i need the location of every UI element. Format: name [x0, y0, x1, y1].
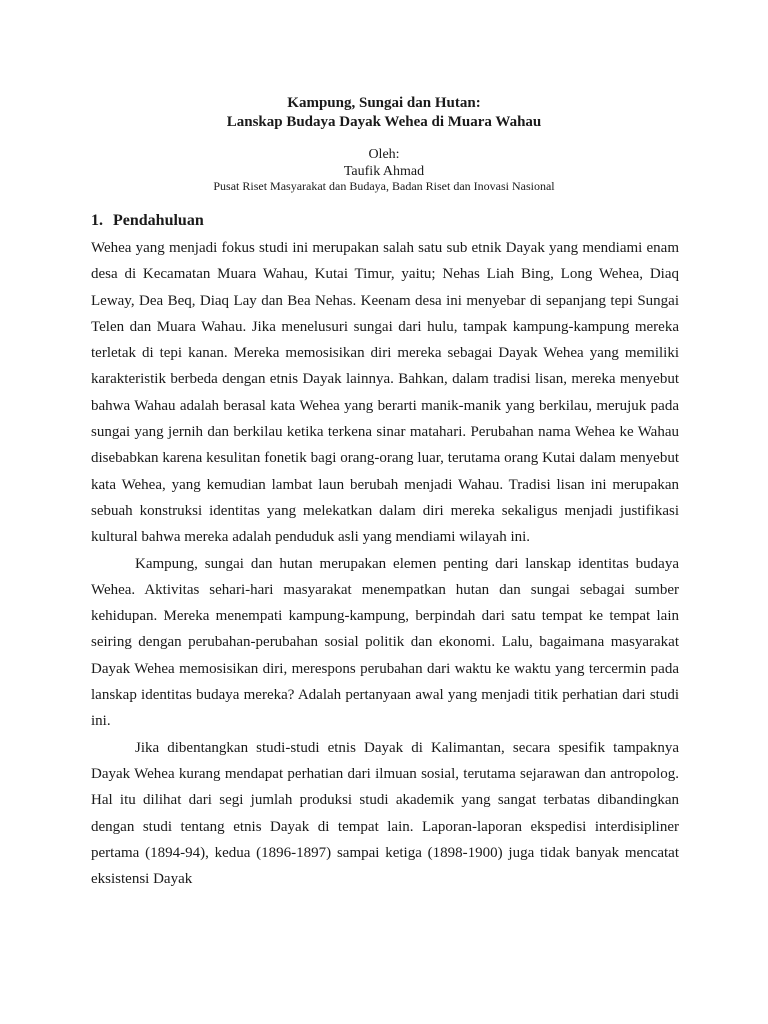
section-title: Pendahuluan — [113, 212, 204, 229]
paragraph-2: Kampung, sungai dan hutan merupakan elemen penting dari lanskap identitas budaya Wehea. Aktivitas sehari-hari masyarakat menempatkan hutan dan sungai sebagai sumber kehidupan. Mereka menempati kampung-kampung, berpindah dari satu tempat ke tempat lain seiring dengan perubahan-perubahan sosial politik dan ekonomi. Lalu, bagaimana masyarakat Dayak Wehea memosisikan diri, merespons perubahan dari waktu ke waktu yang tercermin pada lanskap identitas budaya mereka? Adalah pertanyaan awal yang menjadi titik perhatian dari studi ini. — [91, 555, 679, 730]
section-heading — [91, 211, 204, 231]
author-affiliation: Pusat Riset Masyarakat dan Budaya, Badan Riset dan Inovasi Nasional — [213, 179, 555, 193]
document-title — [0, 94, 768, 132]
paragraph-1: Wehea yang menjadi fokus studi ini merupakan salah satu sub etnik Dayak yang mendiami enam desa di Kecamatan Muara Wahau, Kutai Timur, yaitu; Nehas Liah Bing, Long Wehea, Diaq Leway, Dea Beq, Diaq Lay dan Bea Nehas. Keenam desa ini menyebar di sepanjang tepi Sungai Telen dan Muara Wahau. Jika menelusuri sungai dari hulu, tampak kampung-kampung mereka terletak di tepi kanan. Mereka memosisikan diri mereka sebagai Dayak Wehea yang memiliki karakteristik berbeda dengan etnis Dayak lainnya. Bahkan, dalam tradisi lisan, mereka menyebut bahwa Wahau adalah berasal kata Wehea yang berarti manik-manik yang berkilau, merujuk pada sungai yang jernih dan berkilau ketika terkena sinar matahari. Perubahan nama Wehea ke Wahau disebabkan karena kesulitan fonetik bagi orang-orang luar, terutama orang Kutai dalam menyebut kata Wehea, yang kemudian lambat laun berubah menjadi Wahau. Tradisi lisan ini merupakan sebuah konstruksi identitas yang melekatkan dalam diri mereka sekaligus menjadi justifikasi kultural bahwa mereka adalah penduduk asli yang mendiami wilayah ini. — [91, 240, 679, 546]
title-line-1: Kampung, Sungai dan Hutan: — [287, 95, 481, 111]
byline — [0, 146, 768, 180]
section-number: 1. — [91, 212, 103, 229]
oleh-label: Oleh: — [368, 147, 400, 162]
author-name: Taufik Ahmad — [343, 164, 425, 179]
body-text — [91, 235, 679, 892]
title-line-2: Lanskap Budaya Dayak Wehea di Muara Wahau — [226, 114, 542, 130]
paragraph-3: Jika dibentangkan studi-studi etnis Dayak di Kalimantan, secara spesifik tampaknya Dayak Wehea kurang mendapat perhatian dari ilmuan sosial, terutama sejarawan dan antropolog. Hal itu dilihat dari segi jumlah produksi studi akademik yang sangat terbatas dibandingkan dengan studi tentang etnis Dayak di tempat lain. Laporan-laporan ekspedisi interdisipliner pertama (1894-94), kedua (1896-1897) sampai ketiga (1898-1900) juga tidak banyak mencatat eksistensi Dayak — [91, 739, 679, 888]
